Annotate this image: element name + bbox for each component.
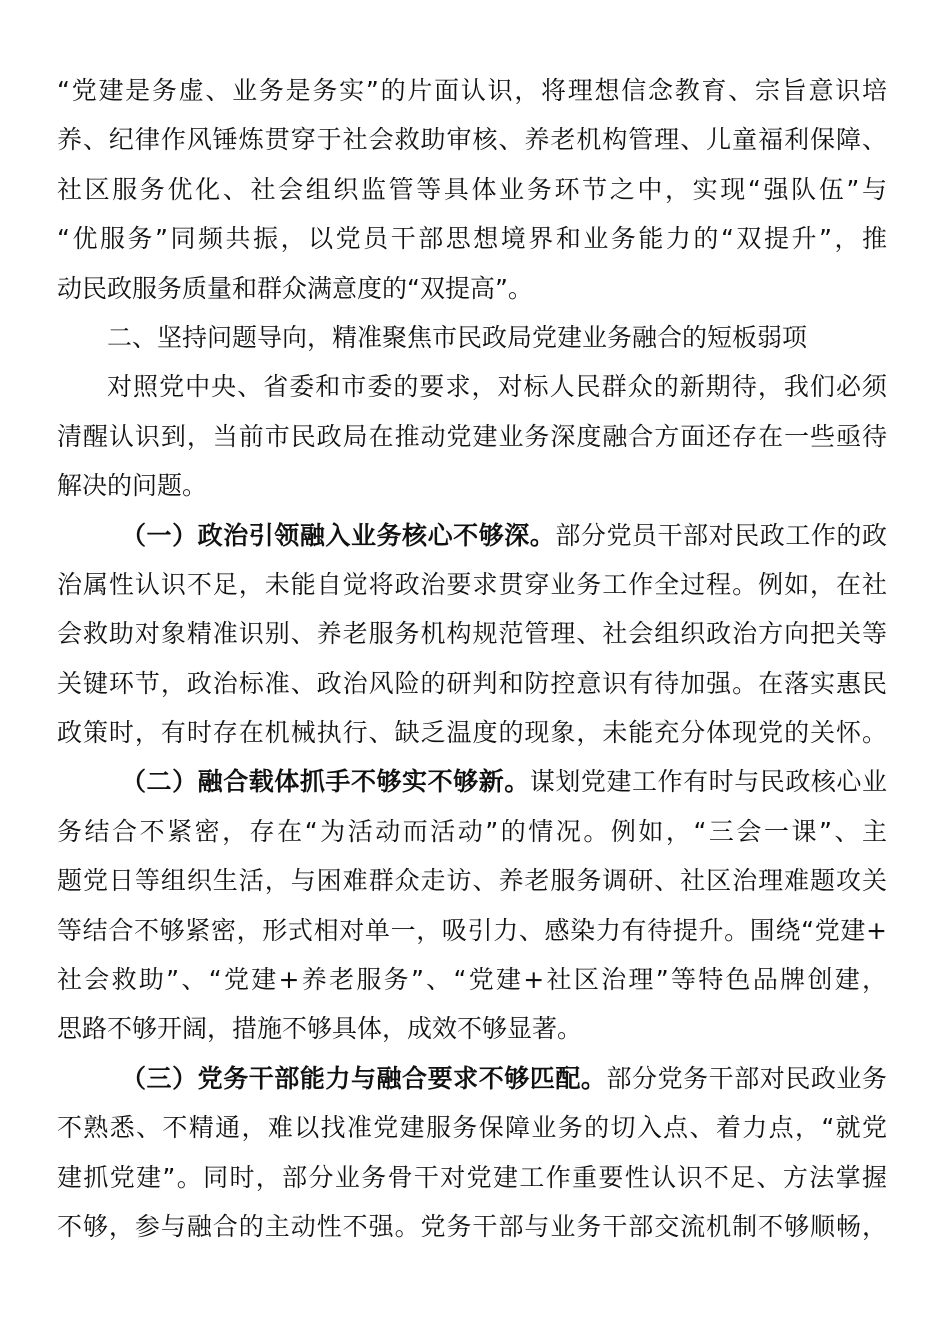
body-line: 建抓党建”。同时，部分业务骨干对党建工作重要性认识不足、方法掌握: [57, 1162, 887, 1192]
subsection-heading-2: （二）融合载体抓手不够实不够新。: [121, 767, 530, 797]
body-line: “党建是务虚、业务是务实”的片面认识，将理想信念教育、宗旨意识培: [57, 76, 887, 105]
body-line: 清醒认识到，当前市民政局在推动党建业务深度融合方面还存在一些亟待: [57, 421, 887, 451]
section-heading: 二、坚持问题导向，精准聚焦市民政局党建业务融合的短板弱项: [107, 322, 808, 352]
body-line: 养、纪律作风锤炼贯穿于社会救助审核、养老机构管理、儿童福利保障、: [57, 125, 887, 155]
document-body: [57, 66, 887, 1251]
subsection-line: [57, 511, 887, 560]
body-line: 解决的问题。: [57, 471, 208, 501]
body-line: 不熟悉、不精通，难以找准党建服务保障业务的切入点、着力点，“就党: [57, 1113, 887, 1143]
body-line: 题党日等组织生活，与困难群众走访、养老服务调研、社区治理难题攻关: [57, 866, 887, 896]
subsection-heading-1: （一）政治引领融入业务核心不够深。: [121, 520, 556, 550]
body-line: 政策时，有时存在机械执行、缺乏温度的现象，未能充分体现党的关怀。: [57, 718, 887, 748]
body-line: 治属性认识不足，未能自觉将政治要求贯穿业务工作全过程。例如，在社: [57, 569, 887, 599]
body-line: 不够，参与融合的主动性不强。党务干部与业务干部交流机制不够顺畅，: [57, 1211, 887, 1241]
body-line: 对照党中央、省委和市委的要求，对标人民群众的新期待，我们必须: [107, 372, 887, 402]
body-line: 思路不够开阔，措施不够具体，成效不够显著。: [57, 1014, 583, 1044]
body-line: 社区服务优化、社会组织监管等具体业务环节之中，实现“强队伍”与: [57, 174, 887, 204]
subsection-line: [57, 1054, 887, 1103]
subsection-text: 部分党员干部对民政工作的政: [555, 520, 887, 550]
body-line: 动民政服务质量和群众满意度的“双提高”。: [57, 273, 533, 303]
body-line: 关键环节，政治标准、政治风险的研判和防控意识有待加强。在落实惠民: [57, 668, 887, 698]
body-line: 社会救助”、“党建+养老服务”、“党建+社区治理”等特色品牌创建，: [57, 965, 887, 995]
body-line: 等结合不够紧密，形式相对单一，吸引力、感染力有待提升。围绕“党建+: [57, 915, 887, 945]
body-line: 会救助对象精准识别、养老服务机构规范管理、社会组织政治方向把关等: [57, 619, 887, 649]
body-line: “优服务”同频共振，以党员干部思想境界和业务能力的“双提升”，推: [57, 224, 887, 254]
subsection-heading-3: （三）党务干部能力与融合要求不够匹配。: [121, 1063, 607, 1093]
subsection-text: 谋划党建工作有时与民政核心业: [529, 767, 887, 797]
subsection-line: [57, 757, 887, 806]
body-line: 务结合不紧密，存在“为活动而活动”的情况。例如，“三会一课”、主: [57, 816, 887, 846]
subsection-text: 部分党务干部对民政业务: [606, 1063, 887, 1093]
